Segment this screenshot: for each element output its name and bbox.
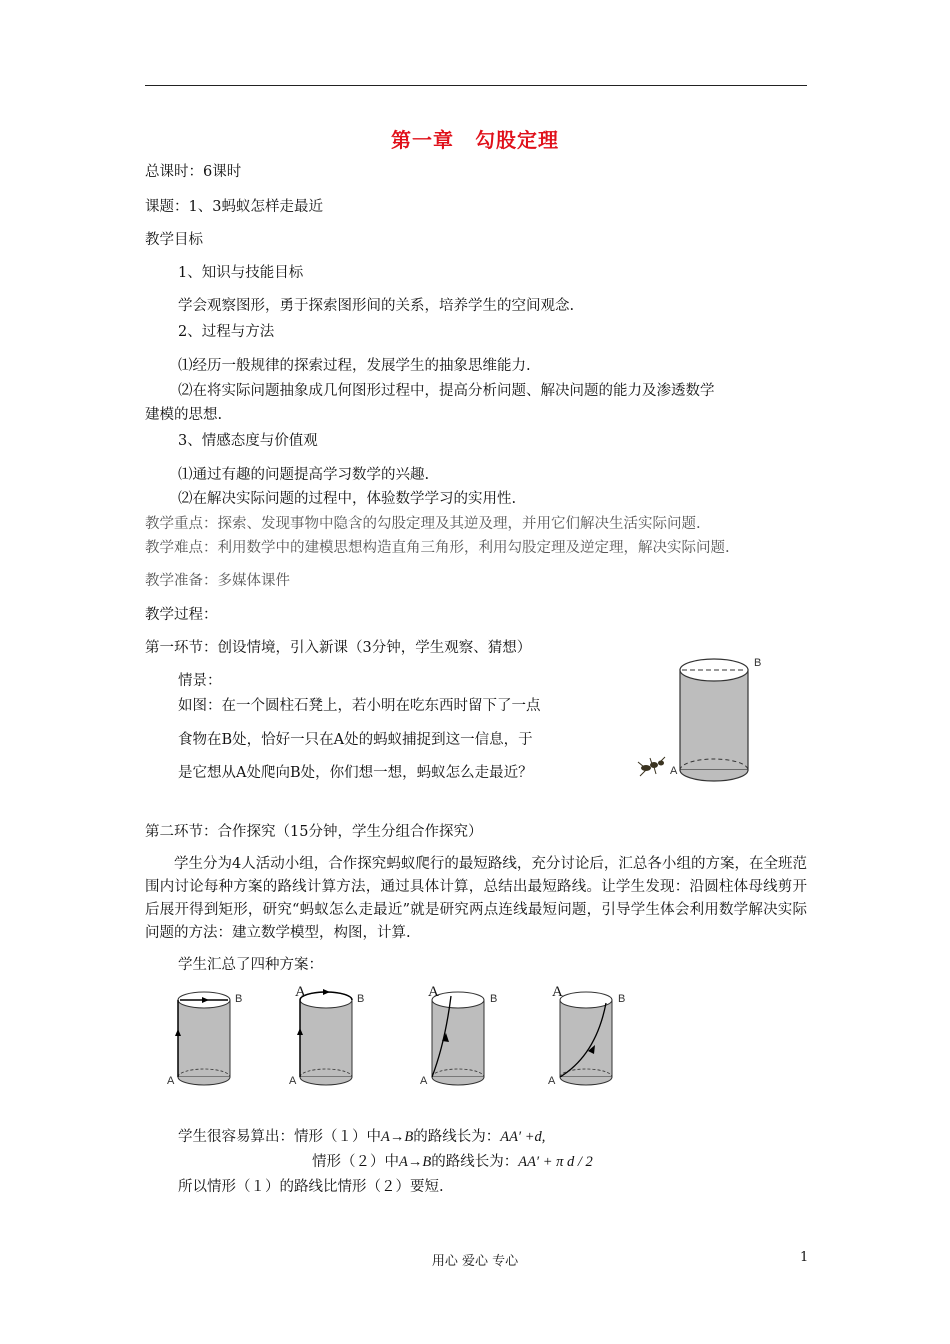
conclusion: 所以情形（１）的路线比情形（２）要短.: [178, 1179, 444, 1195]
point-a-label: A: [670, 765, 678, 777]
objective-2-item-2: ⑵在将实际问题抽象成几何图形过程中，提高分析问题、解决问题的能力及渗透数学: [178, 383, 715, 399]
calc-1-prefix: 学生很容易算出：情形（１）中: [178, 1129, 381, 1145]
objective-1-text: 学会观察图形，勇于探索图形间的关系，培养学生的空间观念.: [178, 298, 575, 314]
difficulty: 教学难点：利用数学中的建模思想构造直角三角形，利用勾股定理及逆定理，解决实际问题.: [145, 540, 730, 556]
plan-3-b: B: [490, 993, 498, 1005]
plan-4-b: B: [618, 993, 626, 1005]
calc-2-mid: 的路线长为：: [431, 1154, 519, 1170]
total-hours: 总课时：6课时: [145, 164, 242, 180]
plan-1-b: B: [235, 993, 243, 1005]
calc-1-expression: AA′ +d,: [500, 1129, 546, 1145]
cylinder-body: [680, 670, 748, 770]
plan-4-a: A: [548, 1075, 556, 1087]
objectives-heading: 教学目标: [145, 232, 203, 248]
plan-3-a-top: A: [428, 984, 439, 1000]
cylinder-bottom-front: [680, 770, 748, 781]
process-heading: 教学过程：: [145, 607, 218, 623]
calc-2-expression: AA′ + π d / 2: [518, 1154, 593, 1170]
plan-3-a: A: [420, 1075, 428, 1087]
preparation: 教学准备：多媒体课件: [145, 573, 290, 589]
cylinder-figure: [632, 650, 762, 790]
section-2-heading: 第二环节：合作探究（15分钟，学生分组合作探究）: [145, 824, 483, 840]
objective-3-item-1: ⑴通过有趣的问题提高学习数学的兴趣.: [178, 467, 430, 483]
exploration-paragraph: 学生分为4人活动小组，合作探究蚂蚁爬行的最短路线，充分讨论后，汇总各小组的方案，在全班范围内讨论每种方案的路线计算方法，通过具体计算，总结出最短路线。让学生发现：沿圆柱体母线剪开后展开得到矩形，研究“蚂蚁怎么走最近”就是研究两点连线最短问题，引导学生体会利用数学解决实际问题的方法：建立数学模型，构图，计算.: [145, 856, 807, 941]
calc-line-1: [178, 1127, 545, 1147]
objective-2-item-1: ⑴经历一般规律的探索过程，发展学生的抽象思维能力.: [178, 358, 531, 374]
scene-line-2: 食物在B处，恰好一只在A处的蚂蚁捕捉到这一信息，于: [178, 732, 533, 748]
objective-3-item-2: ⑵在解决实际问题的过程中，体验数学学习的实用性.: [178, 491, 517, 507]
calc-2-route: A→B: [399, 1154, 432, 1170]
plan-2-figure: [287, 983, 377, 1098]
page-number: 1: [800, 1250, 809, 1265]
calc-line-2: [312, 1152, 593, 1172]
plan-1-a: A: [167, 1075, 175, 1087]
objective-2-item-2-cont: 建模的思想.: [145, 407, 223, 423]
plan-2-b: B: [357, 993, 365, 1005]
plan-4-a-top: A: [552, 984, 563, 1000]
chapter-title: 第一章 勾股定理: [391, 128, 559, 152]
scene-heading: 情景：: [178, 673, 222, 689]
lesson-topic: 课题：1、3蚂蚁怎样走最近: [145, 199, 323, 215]
objective-2-heading: 2、过程与方法: [178, 324, 275, 340]
scene-line-1: 如图：在一个圆柱石凳上，若小明在吃东西时留下了一点: [178, 698, 541, 714]
section-1-heading: 第一环节：创设情境，引入新课（3分钟，学生观察、猜想）: [145, 640, 532, 656]
key-point: 教学重点：探索、发现事物中隐含的勾股定理及其逆及理，并用它们解决生活实际问题.: [145, 516, 701, 532]
calc-1-mid: 的路线长为：: [413, 1129, 501, 1145]
objective-1-heading: 1、知识与技能目标: [178, 265, 304, 281]
plan-1-figure: [165, 988, 255, 1098]
calc-2-prefix: 情形（２）中: [312, 1154, 399, 1170]
ant-icon: [638, 757, 665, 776]
objective-3-heading: 3、情感态度与价值观: [178, 433, 318, 449]
plan-3-figure: [418, 983, 513, 1098]
scene-line-3: 是它想从A处爬向B处，你们想一想，蚂蚁怎么走最近？: [178, 765, 533, 781]
plan-2-a: A: [289, 1075, 297, 1087]
plan-2-a-top: A: [295, 984, 306, 1000]
calc-1-route: A→B: [381, 1129, 414, 1145]
header-rule: [145, 85, 807, 86]
four-plans-intro: 学生汇总了四种方案：: [178, 957, 323, 973]
page-footer: 用心 爱心 专心: [431, 1254, 519, 1269]
point-b-label: B: [754, 657, 762, 669]
plan-4-figure: [546, 983, 641, 1098]
